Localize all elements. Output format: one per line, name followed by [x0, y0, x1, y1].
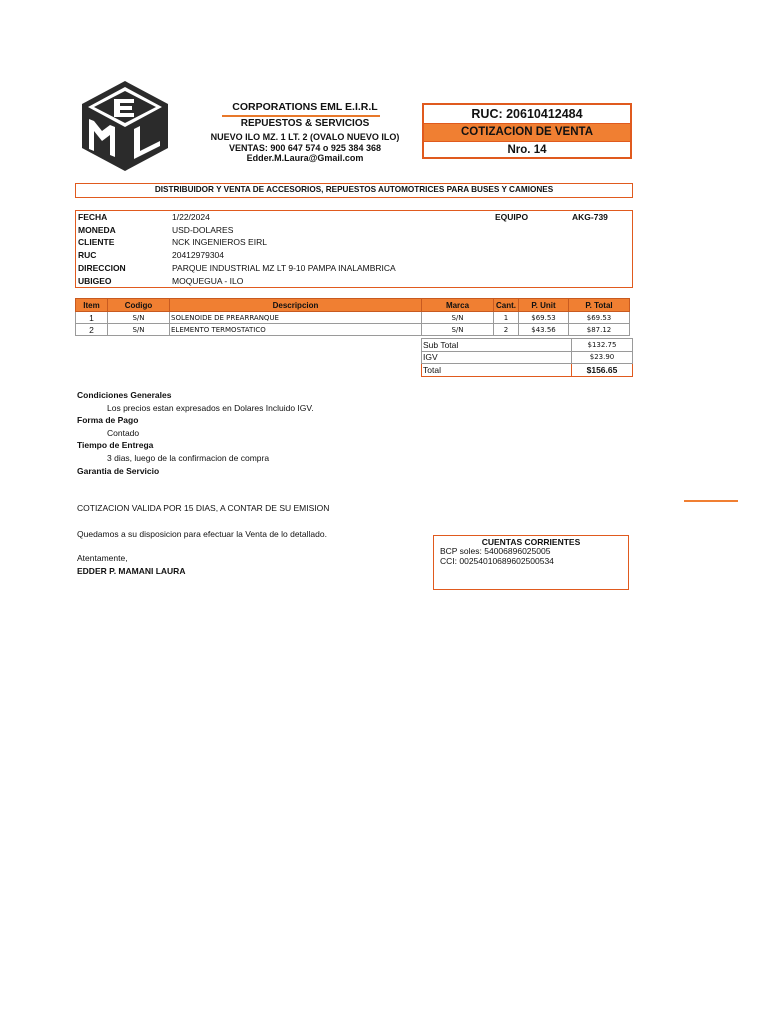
signer-name: EDDER P. MAMANI LAURA — [77, 566, 186, 576]
ruc-value: 20412979304 — [172, 250, 225, 261]
company-name-underline — [222, 115, 380, 117]
igv-value: $23.90 — [572, 351, 633, 364]
company-subtitle: REPUESTOS & SERVICIOS — [240, 118, 370, 129]
equipo-value: AKG-739 — [572, 212, 608, 222]
delivery-text: 3 dias, luego de la confirmacion de compra — [107, 452, 270, 463]
item-description: SOLENOIDE DE PREARRANQUE — [170, 312, 422, 324]
cliente-label: CLIENTE — [78, 237, 115, 248]
column-header: P. Total — [569, 299, 630, 312]
ruc-label: RUC — [78, 250, 97, 261]
client-row-cliente — [76, 236, 632, 249]
document-title: COTIZACION DE VENTA — [424, 124, 630, 142]
igv-label: IGV — [422, 351, 572, 364]
bank-accounts-box — [433, 535, 629, 590]
disposition-note: Quedamos a su disposicion para efectuar la Venta de lo detallado. — [77, 529, 327, 539]
item-number: 2 — [76, 324, 108, 336]
cci-account: CCI: 00254010689602500534 — [440, 555, 554, 566]
item-unit-price: $69.53 — [519, 312, 569, 324]
item-number: 1 — [76, 312, 108, 324]
company-name: CORPORATIONS EML E.I.R.L — [232, 101, 378, 113]
table-row — [76, 324, 630, 336]
equipo-label: EQUIPO — [495, 212, 529, 222]
client-info-box — [75, 210, 633, 288]
item-unit-price: $43.56 — [519, 324, 569, 336]
client-row-ubigeo — [76, 275, 632, 288]
item-brand: S/N — [422, 312, 494, 324]
general-conditions-text: Los precios estan expresados en Dolares Incluido IGV. — [107, 402, 314, 413]
warranty-title: Garantia de Servicio — [77, 465, 160, 476]
column-header: Codigo — [108, 299, 170, 312]
items-table — [75, 298, 630, 336]
payment-title: Forma de Pago — [77, 415, 139, 426]
company-logo — [78, 79, 172, 173]
table-row — [76, 312, 630, 324]
total-label: Total — [422, 364, 572, 377]
company-address: NUEVO ILO MZ. 1 LT. 2 (OVALO NUEVO ILO) — [210, 132, 400, 142]
client-row-fecha — [76, 211, 632, 224]
conditions-section — [77, 389, 314, 477]
column-header: Cant. — [494, 299, 519, 312]
moneda-value: USD-DOLARES — [172, 224, 234, 235]
ubigeo-value: MOQUEGUA - ILO — [172, 275, 244, 286]
totals-table — [421, 338, 633, 377]
payment-text: Contado — [107, 427, 140, 438]
client-row-moneda — [76, 224, 632, 237]
delivery-title: Tiempo de Entrega — [77, 440, 154, 451]
igv-row — [422, 351, 633, 364]
client-row-ruc — [76, 249, 632, 262]
company-contact — [195, 132, 415, 164]
item-quantity: 2 — [494, 324, 519, 336]
fecha-label: FECHA — [78, 212, 108, 222]
column-header: P. Unit — [519, 299, 569, 312]
items-header-row — [76, 299, 630, 312]
column-header: Descripcion — [170, 299, 422, 312]
column-header: Marca — [422, 299, 494, 312]
column-header: Item — [76, 299, 108, 312]
item-quantity: 1 — [494, 312, 519, 324]
client-row-direccion — [76, 262, 632, 275]
company-email: Edder.M.Laura@Gmail.com — [246, 153, 364, 163]
direccion-label: DIRECCION — [78, 262, 126, 273]
bcp-account: BCP soles: 54006896025005 — [440, 546, 551, 556]
document-header-box — [422, 103, 632, 159]
closing-text: Atentamente, — [77, 553, 128, 563]
item-total-price: $69.53 — [569, 312, 630, 324]
item-code: S/N — [108, 324, 170, 336]
fecha-value: 1/22/2024 — [172, 212, 210, 222]
subtotal-label: Sub Total — [422, 339, 572, 352]
item-code: S/N — [108, 312, 170, 324]
item-total-price: $87.12 — [569, 324, 630, 336]
bank-accounts-title: CUENTAS CORRIENTES — [481, 537, 581, 547]
company-phones: VENTAS: 900 647 574 o 925 384 368 — [229, 142, 381, 153]
subtotal-value: $132.75 — [572, 339, 633, 352]
decorative-line — [684, 500, 738, 502]
general-conditions-title: Condiciones Generales — [77, 390, 172, 400]
item-brand: S/N — [422, 324, 494, 336]
ubigeo-label: UBIGEO — [78, 275, 112, 286]
direccion-value: PARQUE INDUSTRIAL MZ LT 9-10 PAMPA INALAMBRICA — [172, 262, 396, 273]
subtotal-row — [422, 339, 633, 352]
cliente-value: NCK INGENIEROS EIRL — [172, 237, 267, 248]
document-number: Nro. 14 — [507, 144, 547, 156]
total-row — [422, 364, 633, 377]
total-value: $156.65 — [572, 364, 633, 377]
business-banner: DISTRIBUIDOR Y VENTA DE ACCESORIOS, REPUESTOS AUTOMOTRICES PARA BUSES Y CAMIONES — [75, 183, 633, 198]
validity-note: COTIZACION VALIDA POR 15 DIAS, A CONTAR DE SU EMISION — [77, 503, 330, 513]
item-description: ELEMENTO TERMOSTATICO — [170, 324, 422, 336]
moneda-label: MONEDA — [78, 224, 116, 235]
document-ruc: RUC: 20610412484 — [424, 105, 630, 124]
